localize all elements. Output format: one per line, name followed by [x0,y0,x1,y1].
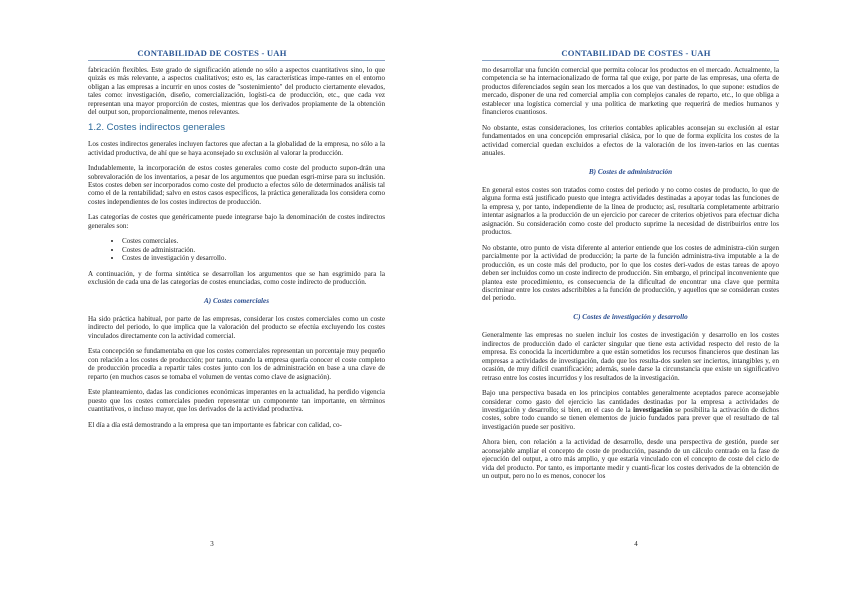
paragraph-text: Bajo una perspectiva basada en los principios contables generalmente aceptados parece aconsejable considerar como gasto del ejercicio las cantidades destinadas por la empresa a actividades de investigación y desarrollo; si bien, en el caso de la [482,389,779,414]
page-number-left: 3 [210,540,214,548]
header-divider-right [482,60,779,61]
paragraph: El día a día está demostrando a la empresa que tan importante es fabricar con calidad, co- [88,420,342,429]
list-item: • Costes comerciales. [122,237,385,245]
list-item: • Costes de investigación y desarrollo. [122,254,385,262]
right-page-content [482,66,779,488]
paragraph: Ahora bien, con relación a la actividad de desarrollo, desde una perspectiva de gestión, puede ser aconsejable ampliar el concepto de coste de producción, pasando de un cálculo centrado en la fase de ejecución del output, a otro más amplio, y que estaría vinculado con el concepto de coste del ciclo de vida del producto. Por tanto, es importante medir y cuanti-ficar los costes derivados de la obtención de un output, pero no lo es menos, conocer los [482,438,779,481]
paragraph: Este planteamiento, dadas las condiciones económicas imperantes en la actualidad, ha perdido vigencia puesto que los costes comerciales pueden representar un componente tan importante, en términos cuantitativos, o incluso mayor, que los derivados de la actividad productiva. [88,388,385,414]
section-title: 1.2. Costes indirectos generales [88,121,226,133]
subsection-title: A) Costes comerciales [203,296,270,305]
paragraph: Generalmente las empresas no suelen incluir los costes de investigación y desarrollo en los costes indirectos de producción dado el carácter singular que tiene esta actividad respecto del resto de la empresa. Es conocida la incertidumbre a que están sometidos los recursos financieros que destinan las empresas a actividades de investigación, dado que los resulta-dos suelen ser inciertos, intangibles y, en ocasión, de muy difícil cuantificación; además, suele darse la circunstancia que existe un significativo retraso entre los costes incurridos y los resultados de la investigación. [482,331,779,382]
page-header-right: CONTABILIDAD DE COSTES - UAH [561,48,711,58]
right-page [424,0,848,599]
paragraph: fabricación flexibles. Este grado de significación atiende no sólo a aspectos cuantitativos sino, lo que quizás es más relevante, a aspectos cualitativos; esto es, las características impe-rantes en el entorno obligan a las empresas a incurrir en unos costes de "sostenimiento" del producto ciertamente elevados, tales como: investigación, diseño, comercialización, logísti-ca de producción, etc., que cada vez representan una mayor proporción de costes, mientras que los derivados propiamente de la obtención del output son, proporcionalmente, menos relevantes. [88,66,385,117]
header-divider-left [88,60,385,61]
page-number-right: 4 [634,540,638,548]
paragraph: Las categorías de costes que genéricamente puede integrarse bajo la denominación de costes indirectos generales son: [88,213,385,230]
subsection-title: B) Costes de administración [588,167,673,176]
paragraph: Ha sido práctica habitual, por parte de las empresas, considerar los costes comerciales como un coste indirecto del periodo, lo que implica que la valoración del producto se efectúa excluyendo los costes vinculados directamente con la actividad comercial. [88,314,385,340]
cost-categories-list [88,237,385,262]
paragraph: Esta concepción se fundamentaba en que los costes comerciales representan un porcentaje muy pequeño con relación a los costes de producción; por tanto, cuando la empresa quería conocer el coste completo de producción procedía a repartir tales costes junto con los de administración en base a una clave de reparto (en muchos casos se tomaba el volumen de ventas como clave de asignación). [88,347,385,381]
paragraph: No obstante, estas consideraciones, los criterios contables aplicables aconsejan su exclusión al estar fundamentados en una concepción empresarial clásica, por lo que de forma explícita los costes de la actividad comercial quedan excluidos a efectos de la valoración de los inven-tarios en las cuentas anuales. [482,123,779,158]
list-item: • Costes de administración. [122,246,385,254]
page-header-left: CONTABILIDAD DE COSTES - UAH [137,48,287,58]
paragraph: En general estos costes son tratados como costes del periodo y no como costes de producto, lo que de alguna forma está justificado puesto que integra actividades destinadas a apoyar todas las funciones de la empresa y, por tanto, independiente de la línea de producto; así, resultaría completamente arbitrario intentar asignarlos a la producción de un ejercicio por carecer de criterios objetivos para efectuar dicha asignación. Su consideración como coste del producto suprime la necesidad de distribuirlos entre los productos. [482,185,779,237]
paragraph-text: se posibilita la activación de dichos costes, sobre todo cuando se tienen elementos de juicio fundados para prever que el resultado de tal investigación puede ser positivo. [482,405,779,431]
paragraph: Indudablemente, la incorporación de estos costes generales como coste del producto supon-drán una sobrevaloración de los inventarios, a pesar de los argumentos que puedan esgri-mirse para su inclusión. Estos costes deben ser incorporados como coste del producto a efectos sólo de determinados análisis tal como el de la rentabilidad; salvo en estos casos específicos, la práctica generalizada los considera como costes independientes de los costes indirectos de producción. [88,164,385,206]
paragraph [482,389,779,431]
paragraph: No obstante, otro punto de vista diferente al anterior entiende que los costes de administra-ción surgen parcialmente por la actividad de producción; la parte de la función administra-tiva imputable a la de producción, es un coste más del producto, por lo que los costes deri-vados de estas tareas de apoyo deben ser incluidos como un coste indirecto de producción. Sin embargo, el principal inconveniente que plantea este procedimiento, es consecuencia de la dificultad de encontrar una clave que permita discriminar entre los costes adscribibles a la función de producción, y aquellos que se consideran costes del periodo. [482,243,779,303]
left-page-content [88,66,385,436]
bold-keyword: investigación [633,405,673,414]
paragraph: A continuación, y de forma sintética se desarrollan los argumentos que se han esgrimido para la exclusión de cada una de las categorías de costes enunciadas, como coste indirecto de producción. [88,269,385,287]
subsection-title: C) Costes de investigación y desarrollo [573,312,688,321]
paragraph: Los costes indirectos generales incluyen factores que afectan a la globalidad de la empresa, no sólo a la actividad productiva, de ahí que se haya aconsejado su exclusión al valorar la producción. [88,140,385,157]
paragraph: mo desarrollar una función comercial que permita colocar los productos en el mercado. Actualmente, la competencia se ha internacionalizado de forma tal que exige, por parte de las empresas, una oferta de productos diferenciados según sean los mercados a los que van destinados, lo que supone: estudios de mercado, disponer de una red comercial amplia con complejos canales de reparto, etc., lo que obliga a establecer una logística comercial y una política de marketing que requerirá de medios humanos y financieros cuantiosos. [482,66,779,117]
